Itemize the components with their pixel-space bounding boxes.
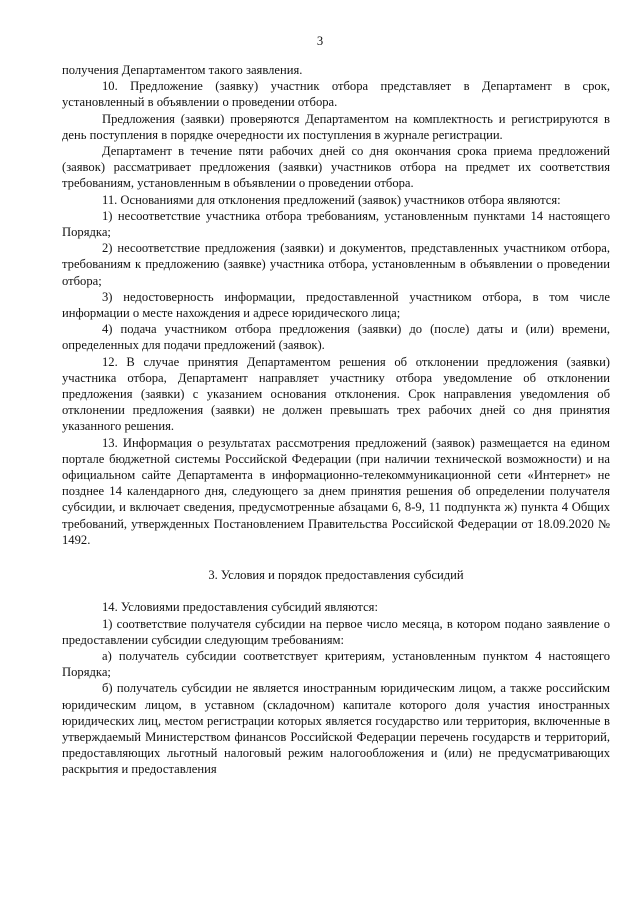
- paragraph: 12. В случае принятия Департаментом решения об отклонении предложения (заявки) участника отбора, Департамент направляет участнику отбора уведомление об отклонении предложения (заявки) с указанием основания отклонения. Срок направления уведомления об отклонении предложения (заявки) не должен превышать трех рабочих дней со дня принятия указанного решения.: [62, 354, 610, 434]
- paragraph: 3) недостоверность информации, предоставленной участником отбора, в том числе информации о месте нахождения и адресе юридического лица;: [62, 289, 610, 321]
- paragraph: 14. Условиями предоставления субсидий являются:: [102, 600, 378, 615]
- section-heading: 3. Условия и порядок предоставления субсидий: [208, 568, 464, 583]
- page-number: 3: [316, 34, 324, 48]
- paragraph: 13. Информация о результатах рассмотрения предложений (заявок) размещается на едином портале бюджетной системы Российской Федерации (при наличии технической возможности) и на официальном сайте Департамента в информационно-телекоммуникационной сети «Интернет» не позднее 14 календарного дня, следующего за днем принятия решения об определении получателя субсидии, и включает сведения, предусмотренные абзацами 6, 8-9, 11 подпункта ж) пункта 4 Общих требований, утвержденных Постановлением Правительства Российской Федерации от 18.09.2020 № 1492.: [62, 435, 610, 547]
- paragraph: а) получатель субсидии соответствует критериям, установленным пунктом 4 настоящего Порядка;: [62, 648, 610, 680]
- paragraph: Предложения (заявки) проверяются Департаментом на комплектность и регистрируются в день поступления в порядке очередности их поступления в журнале регистрации.: [62, 111, 610, 142]
- paragraph: 10. Предложение (заявку) участник отбора представляет в Департамент в срок, установленный в объявлении о проведении отбора.: [62, 79, 610, 110]
- paragraph: б) получатель субсидии не является иностранным юридическим лицом, а также российским юридическим лицом, в уставном (складочном) капитале которого доля участия иностранных юридических лиц, местом регистрации которых является государство или территория, включенные в утверждаемый Министерством финансов Российской Федерации перечень государств и территорий, предоставляющих льготный налоговый режим налогообложения и (или) не предусматривающих раскрытия и предоставления: [62, 681, 610, 777]
- paragraph: 4) подача участником отбора предложения (заявки) до (после) даты и (или) времени, определенных для подачи предложений (заявок).: [62, 322, 610, 353]
- document-body: [62, 62, 610, 778]
- paragraph: 1) соответствие получателя субсидии на первое число месяца, в котором подано заявление о предоставлении субсидии следующим требованиям:: [62, 616, 610, 647]
- paragraph: 2) несоответствие предложения (заявки) и документов, представленных участником отбора, требованиям к предложению (заявке) участника отбора, установленным в объявлении о проведении отбора;: [62, 241, 610, 288]
- paragraph: 11. Основаниями для отклонения предложений (заявок) участников отбора являются:: [102, 192, 561, 207]
- paragraph: Департамент в течение пяти рабочих дней со дня окончания срока приема предложений (заявок) рассматривает предложения (заявки) участников отбора на предмет их соответствия требованиям, установленным в объявлении о проведении отбора.: [62, 144, 610, 191]
- paragraph: получения Департаментом такого заявления.: [62, 63, 303, 77]
- paragraph: 1) несоответствие участника отбора требованиям, установленным пунктами 14 настоящего Порядка;: [62, 208, 610, 240]
